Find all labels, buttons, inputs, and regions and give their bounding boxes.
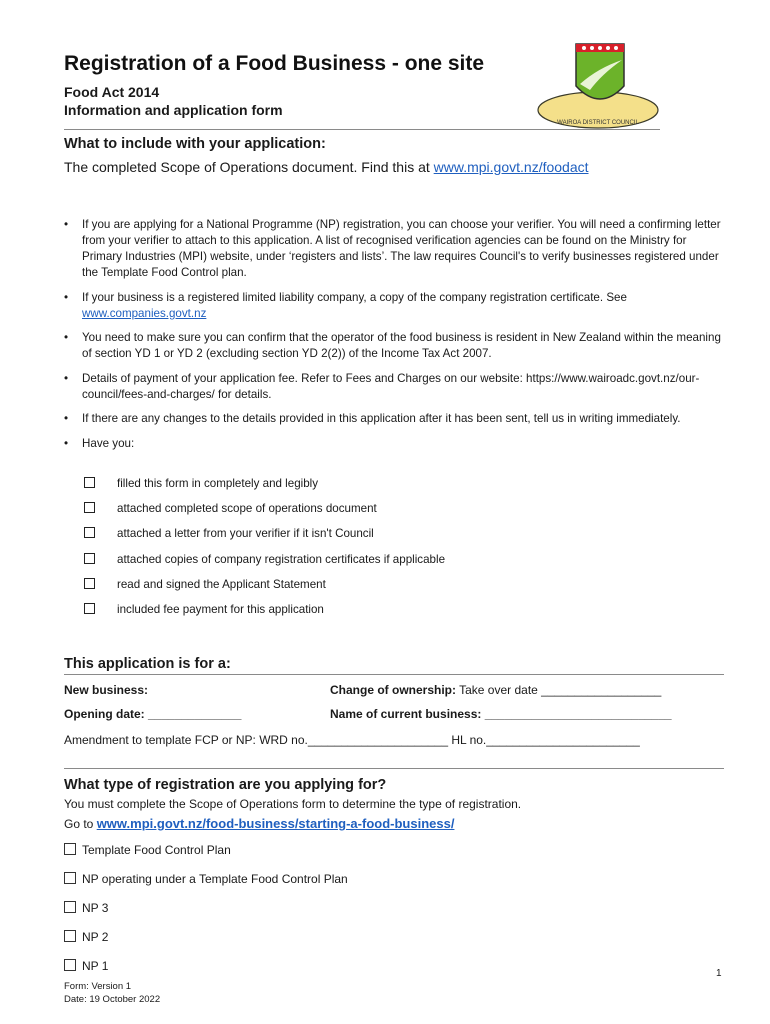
include-intro (64, 159, 589, 175)
checkbox[interactable] (64, 959, 76, 971)
application-heading: This application is for a: (64, 656, 231, 672)
list-item: • You need to make sure you can confirm that the operator of the food business is resident in New Zealand within the meaning of section YD 1 or YD 2 (excluding section YD 2(2)) of the Income Tax Act 2007. (64, 331, 721, 360)
checkbox[interactable] (84, 578, 95, 589)
checkbox[interactable] (84, 477, 95, 488)
registration-option[interactable]: NP 2 (64, 930, 108, 944)
current-business-field[interactable]: Name of current business: ____________________________ (330, 707, 672, 721)
divider (64, 674, 724, 675)
amendment-field[interactable]: Amendment to template FCP or NP: WRD no._____________________ HL no._______________________ (64, 733, 640, 747)
bullet-icon: • (64, 436, 69, 450)
checklist-item[interactable]: attached a letter from your verifier if it isn't Council (84, 527, 374, 540)
checklist-item[interactable]: read and signed the Applicant Statement (84, 578, 326, 591)
registration-option[interactable]: NP operating under a Template Food Control Plan (64, 872, 348, 886)
new-business-label[interactable]: New business: (64, 683, 149, 697)
change-ownership-field[interactable]: Change of ownership: Take over date __________________ (330, 683, 662, 697)
checkbox[interactable] (64, 843, 76, 855)
registration-option[interactable]: NP 1 (64, 959, 108, 973)
companies-link[interactable]: www.companies.govt.nz (82, 306, 207, 320)
bullet-icon: • (64, 371, 69, 385)
bullet-icon: • (64, 331, 69, 344)
checkbox[interactable] (84, 603, 95, 614)
page-number: 1 (716, 968, 722, 979)
checkbox[interactable] (64, 872, 76, 884)
list-item: • If you are applying for a National Programme (NP) registration, you can choose your verifier. You will need a confirming letter from your verifier to attach to this application. A list of recognised verification agencies can be found on the Ministry for Primary Industries (MPI) website, under ‘registers and lists’. The law requires Council's to verify businesses registered under the Template Food Control plan. (64, 218, 721, 279)
registration-option[interactable]: Template Food Control Plan (64, 843, 231, 857)
act-name: Food Act 2014 (64, 84, 160, 100)
opening-date-field[interactable]: Opening date: ______________ (64, 707, 242, 721)
list-item: • Details of payment of your application fee. Refer to Fees and Charges on our website: https://www.wairoadc.govt.nz/our-council/fees-and-charges/ for details. (64, 371, 700, 401)
form-subtitle: Information and application form (64, 102, 283, 118)
checkbox[interactable] (84, 502, 95, 513)
checkbox[interactable] (84, 553, 95, 564)
logo-text: WAIROA DISTRICT COUNCIL (557, 120, 639, 126)
checklist-item[interactable]: attached copies of company registration certificates if applicable (84, 553, 445, 566)
goto-line: Go to www.mpi.govt.nz/food-business/starting-a-food-business/ (64, 816, 455, 831)
mpi-starting-business-link[interactable]: www.mpi.govt.nz/food-business/starting-a-food-business/ (96, 816, 455, 831)
list-item: • Have you: (64, 436, 135, 450)
divider (64, 768, 724, 769)
checklist-item[interactable]: included fee payment for this application (84, 603, 324, 616)
registration-option[interactable]: NP 3 (64, 901, 108, 915)
requirements-list (64, 217, 724, 460)
checkbox[interactable] (64, 901, 76, 913)
checkbox[interactable] (64, 930, 76, 942)
council-logo (536, 38, 660, 132)
include-intro-text: The completed Scope of Operations document. Find this at (64, 159, 434, 175)
bullet-icon: • (64, 218, 69, 231)
divider (64, 129, 660, 130)
form-date: Date: 19 October 2022 (64, 994, 161, 1005)
registration-instruction: You must complete the Scope of Operations form to determine the type of registration. (64, 797, 522, 811)
list-item: • If there are any changes to the details provided in this application after it has been sent, tell us in writing immediately. (64, 412, 681, 425)
checklist-item[interactable]: attached completed scope of operations document (84, 502, 377, 515)
mpi-foodact-link[interactable]: www.mpi.govt.nz/foodact (433, 159, 589, 175)
checkbox[interactable] (84, 527, 95, 538)
registration-heading: What type of registration are you applying for? (64, 777, 387, 793)
include-heading: What to include with your application: (64, 136, 326, 152)
bullet-icon: • (64, 412, 69, 425)
bullet-icon: • (64, 290, 69, 304)
list-item: • If your business is a registered limited liability company, a copy of the company registration certificate. See www.companies.govt.nz (64, 290, 627, 320)
page-title: Registration of a Food Business - one site (64, 52, 485, 75)
checklist-item[interactable]: filled this form in completely and legibly (84, 477, 318, 490)
form-version: Form: Version 1 (64, 981, 132, 992)
